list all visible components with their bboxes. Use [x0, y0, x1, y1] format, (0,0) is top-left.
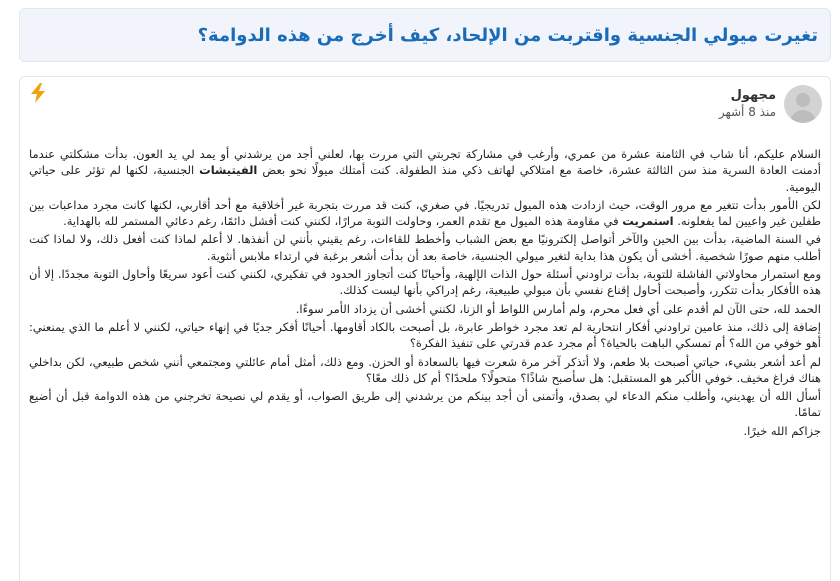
post-timestamp: منذ 8 أشهر	[718, 104, 776, 119]
author-info	[719, 85, 822, 123]
user-avatar-icon[interactable]	[784, 85, 822, 123]
post-paragraph: الحمد لله، حتى الآن لم أقدم على أي فعل محرم، ولم أمارس اللواط أو الزنا، لكنني أخشى أن يزداد الأمر سوءًا.	[295, 301, 821, 316]
post-body	[29, 146, 821, 441]
bold-word: استمريت	[622, 214, 674, 229]
post-paragraph: جزاكم الله خيرًا.	[743, 423, 821, 438]
bold-word: الفيتيشات	[199, 163, 258, 178]
post-paragraph: لم أعد أشعر بشيء، حياتي أصبحت بلا طعم، ولا أتذكر آخر مرة شعرت فيها بالسعادة أو الحزن. ومع ذلك، أمثل أمام عائلتي ومجتمعي أنني شخص طبيعي، لكن بداخلي هناك فراغ مخيف. خوفي الأكبر هو المستقبل: هل سأصبح شاذًا؟ متحولًا؟ ملحدًا؟ أم كل ذلك معًا؟	[29, 354, 821, 385]
author-name[interactable]: مجهول	[730, 88, 776, 104]
author-meta	[719, 88, 776, 119]
post-paragraph: إضافة إلى ذلك، منذ عامين تراودني أفكار انتحارية لم تعد مجرد خواطر عابرة، بل أصبحت بالكاد أقاومها. أحيانًا أفكر جديًا في إنهاء حياتي، لكنني لا أعلم ما الذي يمنعني: أهو خوفي من الله؟ أم تمسكي الباهت بالحياة؟ أم مجرد عدم قدرتي على تنفيذ الفكرة؟	[29, 319, 821, 351]
lightning-icon[interactable]	[30, 83, 46, 108]
question-title[interactable]: تغيرت ميولي الجنسية واقتربت من الإلحاد، كيف أخرج من هذه الدوامة؟	[197, 24, 818, 46]
post-paragraph: ومع استمرار محاولاتي الفاشلة للتوبة، بدأت تراودني أسئلة حول الذات الإلهية، وأحيانًا كنت أتجاوز الحدود في تفكيري، لكنني كنت أعود سريعًا وأحاول التوبة مجددًا. إلا أن هذه الأفكار بدأت تتكرر، وأصبحت أحاول إقناع نفسي بأن ميولي طبيعية، رغم إدراكي بأنها ليست كذلك.	[29, 267, 821, 298]
post-paragraph: في السنة الماضية، بدأت بين الحين والآخر أتواصل إلكترونيًا مع بعض الشباب وأخطط للقاءات، رغم يقيني بأنني لن أنفذها. لا أعلم لماذا كنت أفعل ذلك، ولا لماذا كنت أطلب منهم صورًا شخصية. أخشى أن يكون هذا بداية لتغير ميولي الجنسية، خاصة بعد أن بدأت أشعر برغبة في ارتداء ملابس أنثوية.	[29, 232, 821, 263]
post-paragraph: لكن الأمور بدأت تتغير مع مرور الوقت، حيث ازدادت هذه الميول تدريجيًا. في صغري، كنت قد مررت بتجربة غير أخلاقية مع أحد أقاربي، لكنها كانت مجرد مداعبات بين طفلين غير واعيين لما يفعلونه. استمريت في مقاومة هذه الميول مع تقدم العمر، وحاولت التوبة مرارًا، لكنني كنت أفشل دائمًا، رغم دعائي المستمر لله بالهداية.	[29, 197, 821, 229]
post-paragraph: السلام عليكم، أنا شاب في الثامنة عشرة من عمري، وأرغب في مشاركة تجربتي التي مررت بها، لعلني أجد من يرشدني أو يمد لي يد العون. بدأت مشكلتي عندما أدمنت العادة السرية منذ سن الثالثة عشرة، خاصة مع امتلاكي لهاتف ذكي منذ الطفولة. كنت أمتلك ميولًا نحو بعض الفيتيشات الجنسية، لكنها لم تؤثر على حياتي اليومية.	[29, 147, 821, 194]
question-post-card	[19, 76, 831, 581]
post-paragraph: أسأل الله أن يهديني، وأطلب منكم الدعاء لي بصدق، وأتمنى أن أجد بينكم من يرشدني إلى طريق الصواب، أو يقدم لي نصيحة تخرجني من هذه الدوامة قبل أن أضيع تمامًا.	[29, 389, 821, 420]
question-title-card	[19, 8, 831, 62]
